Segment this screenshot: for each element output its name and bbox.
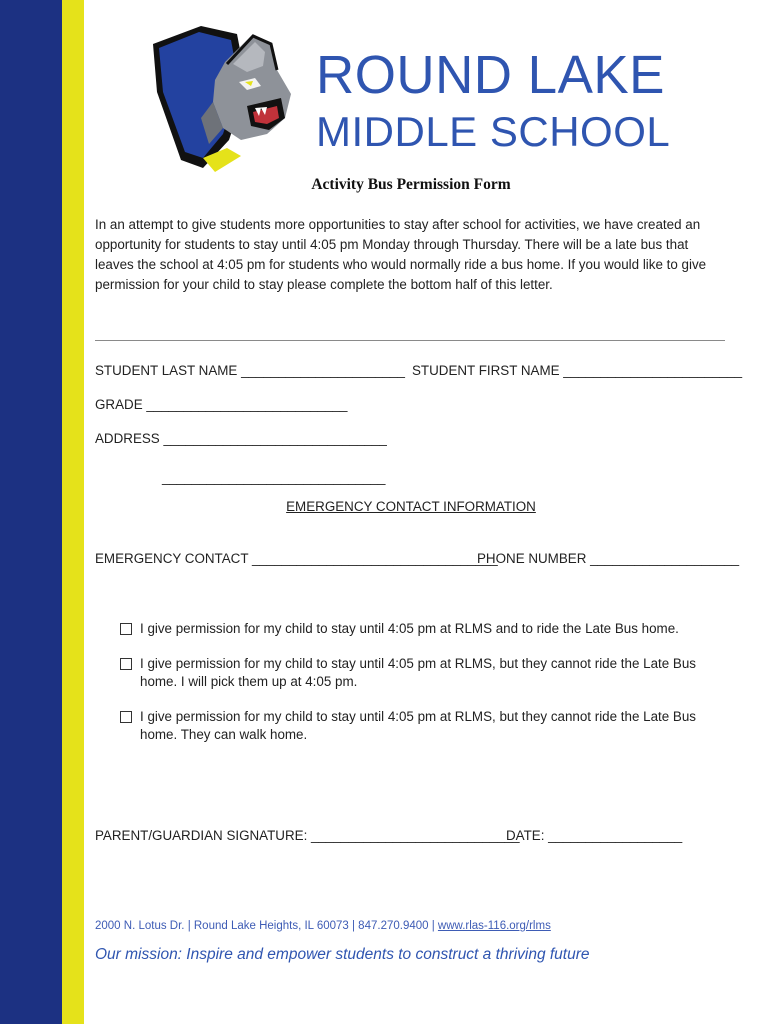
intro-paragraph: In an attempt to give students more opportunities to stay after school for activities, we have created an opportunity for students to stay until 4:05 pm Monday through Thursday. There will be a late bus that leaves the school at 4:05 pm for students who would normally ride a bus home. If you would like to give permission for your child to stay please complete the bottom half of this letter. [95,217,707,292]
phone-number-field[interactable]: PHONE NUMBER ____________________ [477,551,740,566]
permission-option-walk-home[interactable] [120,708,720,744]
section-divider [95,340,725,341]
option-label: I give permission for my child to stay until 4:05 pm at RLMS, but they cannot ride the Late Bus home. They can walk home. [140,709,696,742]
school-name-line1: ROUND LAKE [316,45,665,105]
student-last-name-field[interactable]: STUDENT LAST NAME ______________________ [95,363,405,378]
checkbox-icon[interactable] [120,658,132,670]
checkbox-icon[interactable] [120,623,132,635]
address-field[interactable]: ADDRESS ______________________________ [95,431,387,446]
footer-address: 2000 N. Lotus Dr. | Round Lake Heights, IL 60073 | 847.270.9400 | [95,920,438,932]
footer-website-link[interactable]: www.rlas-116.org/rlms [437,920,551,932]
school-name-line2: MIDDLE SCHOOL [316,108,671,155]
date-field[interactable]: DATE: __________________ [506,828,683,843]
mission-statement: Our mission: Inspire and empower students to construct a thriving future [95,946,590,963]
emergency-contact-field[interactable]: EMERGENCY CONTACT _________________________________ [95,551,498,566]
option-label: I give permission for my child to stay until 4:05 pm at RLMS and to ride the Late Bus home. [140,621,679,636]
checkbox-icon[interactable] [120,711,132,723]
permission-option-pick-up[interactable] [120,655,720,691]
parent-signature-field[interactable]: PARENT/GUARDIAN SIGNATURE: ____________________________ [95,828,520,843]
footer-contact [95,920,551,932]
grade-field[interactable]: GRADE ___________________________ [95,397,348,412]
option-label: I give permission for my child to stay until 4:05 pm at RLMS, but they cannot ride the Late Bus home. I will pick them up at 4:05 pm. [140,656,696,689]
address-line2-field[interactable]: ______________________________ [162,470,386,485]
emergency-contact-heading: EMERGENCY CONTACT INFORMATION [286,499,536,514]
permission-option-ride-bus[interactable] [120,620,720,638]
student-first-name-field[interactable]: STUDENT FIRST NAME ________________________ [412,363,743,378]
panther-logo-icon [143,22,293,172]
form-title: Activity Bus Permission Form [311,176,511,193]
